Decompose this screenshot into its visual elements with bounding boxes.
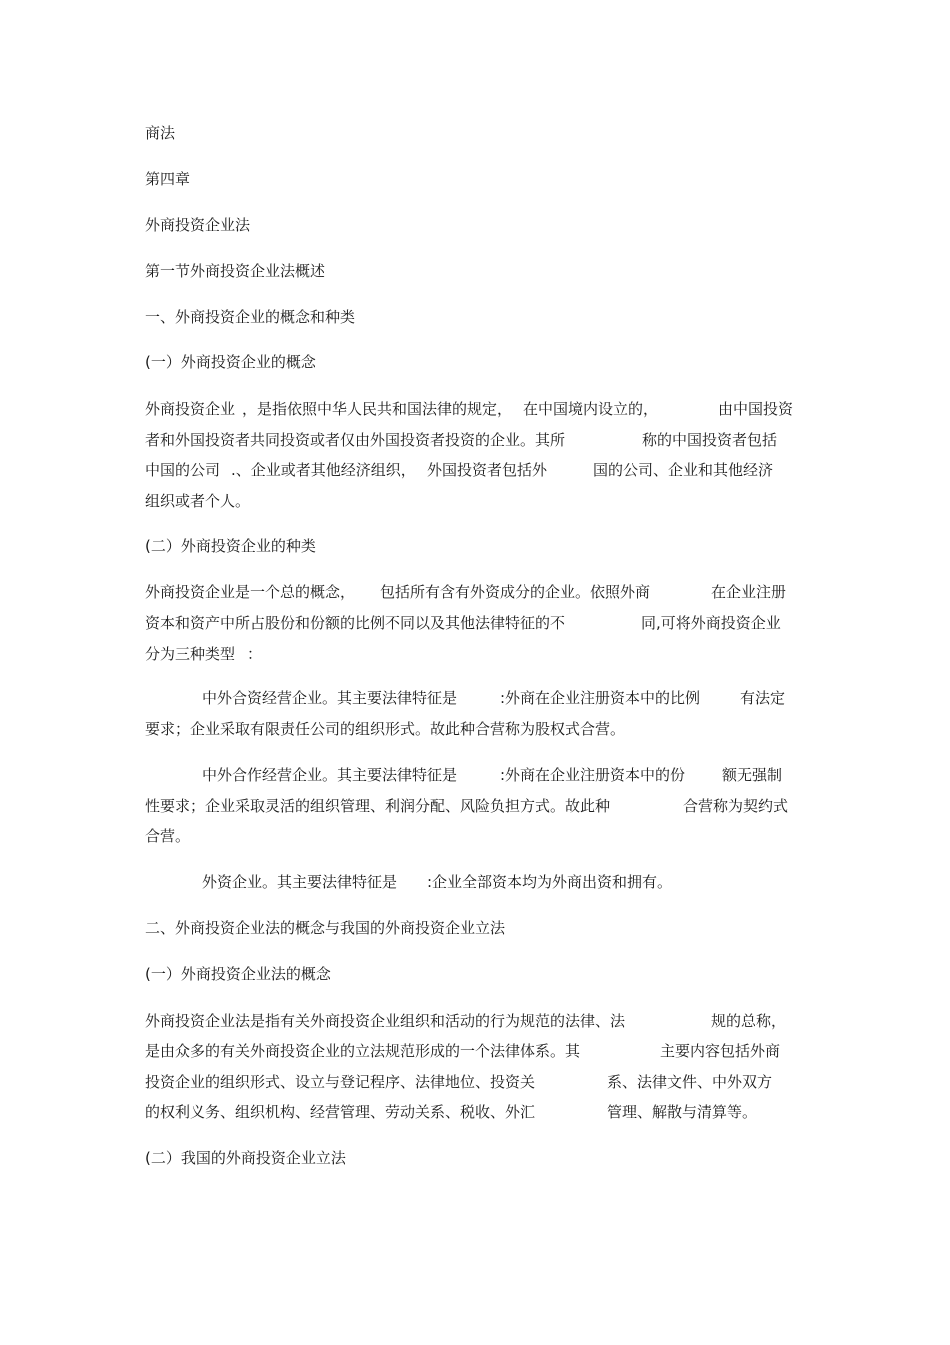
paragraph-line: 外商投资企业法是指有关外商投资企业组织和活动的行为规范的法律、法 规的总称，: [145, 1012, 787, 1030]
paragraph-line: 性要求；企业采取灵活的组织管理、利润分配、风险负担方式。故此种 合营称为契约式: [145, 797, 789, 815]
paragraph-line: 投资企业的组织形式、设立与登记程序、法律地位、投资关 系、法律文件、中外双方: [145, 1073, 773, 1091]
heading-2: 二、外商投资企业法的概念与我国的外商投资企业立法: [145, 919, 506, 937]
paragraph-line: 的权利义务、组织机构、经营管理、劳动关系、税收、外汇 管理、解散与清算等。: [145, 1103, 758, 1121]
section-title: 第一节外商投资企业法概述: [145, 262, 326, 280]
subheading-2-2: (二）我国的外商投资企业立法: [145, 1149, 346, 1167]
chapter-title: 外商投资企业法: [145, 216, 251, 234]
paragraph-line: 外商投资企业是一个总的概念， 包括所有含有外资成分的企业。依照外商 在企业注册: [145, 583, 787, 601]
paragraph-line: 中外合作经营企业。其主要法律特征是 :外商在企业注册资本中的份 额无强制: [202, 766, 783, 784]
paragraph-line: 分为三种类型 ：: [145, 645, 263, 663]
paragraph-line: 中国的公司 .、企业或者其他经济组织， 外国投资者包括外 国的公司、企业和其他经济: [145, 461, 774, 479]
paragraph-line: 要求；企业采取有限责任公司的组织形式。故此种合营称为股权式合营。: [145, 720, 626, 738]
paragraph-line: 合营。: [145, 827, 191, 845]
heading-1: 一、外商投资企业的概念和种类: [145, 308, 356, 326]
doc-subject: 商法: [145, 124, 176, 142]
chapter-number: 第四章: [145, 170, 191, 188]
paragraph-line: 外商投资企业 ，是指依照中华人民共和国法律的规定， 在中国境内设立的， 由中国投资: [145, 400, 794, 418]
paragraph-line: 组织或者个人。: [145, 492, 251, 510]
subheading-2-1: (一）外商投资企业法的概念: [145, 965, 331, 983]
subheading-1-2: (二）外商投资企业的种类: [145, 537, 316, 555]
paragraph-line: 是由众多的有关外商投资企业的立法规范形成的一个法律体系。其 主要内容包括外商: [145, 1042, 781, 1060]
paragraph-line: 资本和资产中所占股份和份额的比例不同以及其他法律特征的不 同,可将外商投资企业: [145, 614, 781, 632]
paragraph-line: 者和外国投资者共同投资或者仅由外国投资者投资的企业。其所 称的中国投资者包括: [145, 431, 778, 449]
subheading-1-1: (一）外商投资企业的概念: [145, 353, 316, 371]
paragraph-line: 中外合资经营企业。其主要法律特征是 :外商在企业注册资本中的比例 有法定: [202, 689, 786, 707]
paragraph-line: 外资企业。其主要法律特征是 :企业全部资本均为外商出资和拥有。: [202, 873, 673, 891]
